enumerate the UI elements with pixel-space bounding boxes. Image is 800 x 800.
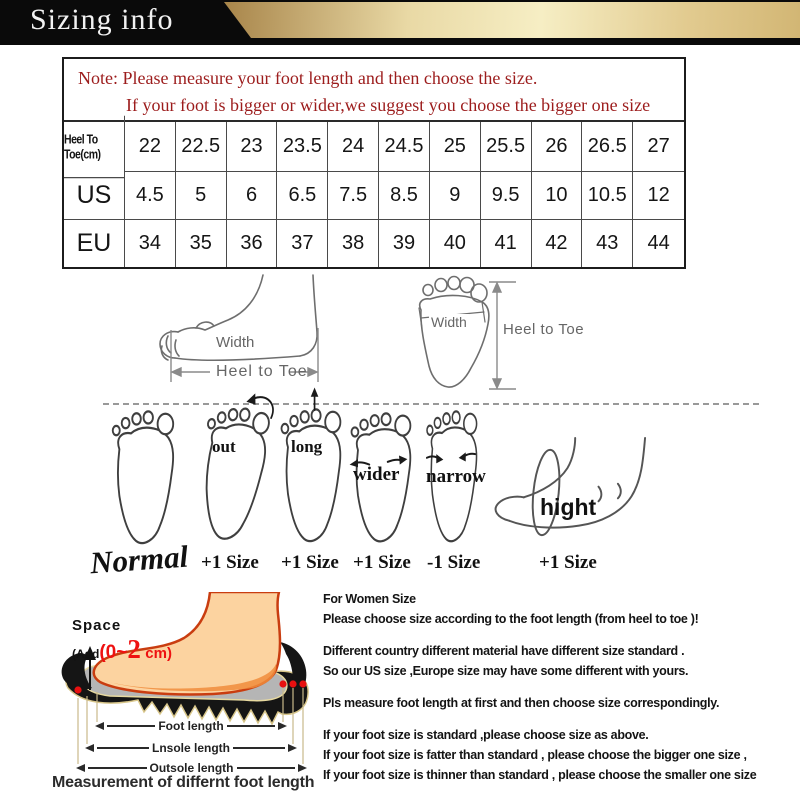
foot-length-measure xyxy=(95,719,287,733)
instep-girth-ellipse xyxy=(529,449,563,537)
notes-group xyxy=(323,589,793,629)
notes-line: If your foot size is fatter than standard , please choose the bigger one size , xyxy=(323,748,747,762)
table-cell: 26 xyxy=(532,122,583,172)
notes-group xyxy=(323,693,793,713)
table-cell: 35 xyxy=(176,220,227,267)
table-cell: 24 xyxy=(328,122,379,172)
footprint-long xyxy=(272,408,348,548)
hight-label: hight xyxy=(540,494,597,520)
foot-length-label: Foot length xyxy=(158,719,224,733)
size-table xyxy=(62,57,686,269)
notes-line: Different country different material have different size standard . xyxy=(323,644,685,658)
table-cell: 41 xyxy=(481,220,532,267)
gold-ribbon xyxy=(224,2,800,38)
notes-line: Please choose size according to the foot length (from heel to toe )! xyxy=(323,612,699,626)
space-unit: cm) xyxy=(145,644,172,662)
row-header-heel-to-toe: Heel To Toe(cm) xyxy=(64,116,125,179)
page-title: Sizing info xyxy=(30,3,174,36)
notes-line: So our US size ,Europe size may have some different with yours. xyxy=(323,664,689,678)
outsole-length-label: Outsole length xyxy=(149,761,234,775)
table-cell: 12 xyxy=(633,172,684,220)
foot-hight-drawing xyxy=(482,436,647,548)
footprint-normal xyxy=(103,410,181,550)
foot-measure-diagram xyxy=(0,268,800,403)
table-cell: 37 xyxy=(277,220,328,267)
table-cell: 8.5 xyxy=(379,172,430,220)
wider-size-label: +1 Size xyxy=(353,552,411,573)
right-arrowhead-icon xyxy=(288,744,297,752)
table-cell: 44 xyxy=(647,232,670,254)
insole-length-label: Lnsole length xyxy=(152,741,230,755)
notes-line: If your foot size is standard ,please choose size as above. xyxy=(323,728,649,742)
table-cell: 10 xyxy=(532,172,583,220)
footprint-out xyxy=(184,402,278,550)
table-cell: 6.5 xyxy=(277,172,328,220)
left-arrowhead-icon xyxy=(76,764,85,772)
table-cell: 27 xyxy=(633,122,684,172)
footprint-drawing xyxy=(419,277,489,388)
wider-label: wider xyxy=(353,464,400,485)
table-cell: 23 xyxy=(227,122,278,172)
space-word: Space xyxy=(72,617,122,634)
table-cell: 9 xyxy=(430,172,481,220)
note-cell xyxy=(64,59,684,122)
left-arrowhead-icon xyxy=(95,722,104,730)
long-label: long xyxy=(291,437,323,456)
right-arrowhead-icon xyxy=(278,722,287,730)
notes-line: If your foot size is thinner than standard , please choose the smaller one size xyxy=(323,768,757,782)
notes-group xyxy=(323,725,793,785)
right-arrowhead-icon xyxy=(298,764,307,772)
table-cell: 9.5 xyxy=(481,172,532,220)
table-cell: 39 xyxy=(379,220,430,267)
out-size-label: +1 Size xyxy=(201,552,259,573)
print-width-label: Width xyxy=(431,314,467,330)
space-add-text: (Add xyxy=(72,646,100,661)
table-cell: 36 xyxy=(227,220,278,267)
title-banner xyxy=(0,0,800,45)
table-cell: 22 xyxy=(125,122,176,172)
space-annotation xyxy=(72,618,172,663)
table-cell: 38 xyxy=(328,220,379,267)
row-header-us: US xyxy=(64,172,125,220)
table-cell: 5 xyxy=(176,172,227,220)
side-heel-to-toe-label: Heel to Toe xyxy=(216,363,308,380)
table-cell: 22.5 xyxy=(176,122,227,172)
table-cell: 10.5 xyxy=(582,172,633,220)
notes-line: Pls measure foot length at first and then choose size correspondingly. xyxy=(323,696,720,710)
out-label: out xyxy=(212,437,236,456)
note-line-2: If your foot is bigger or wider,we suggest you choose the bigger one size xyxy=(126,95,651,115)
table-cell: 42 xyxy=(532,220,583,267)
print-heel-to-toe-label: Heel to Toe xyxy=(503,321,585,338)
narrow-size-label: -1 Size xyxy=(427,552,481,573)
narrow-label: narrow xyxy=(426,466,486,487)
normal-label: Normal xyxy=(88,538,190,581)
table-cell: 24.5 xyxy=(379,122,430,172)
long-size-label: +1 Size xyxy=(281,552,339,573)
diagram-caption: Measurement of differnt foot length xyxy=(52,774,315,791)
table-cell: 7.5 xyxy=(328,172,379,220)
table-cell: 25 xyxy=(430,122,481,172)
left-arrowhead-icon xyxy=(85,744,94,752)
space-range: (0~ xyxy=(99,641,128,663)
table-cell: 26.5 xyxy=(582,122,633,172)
table-cell: 4.5 xyxy=(125,172,176,220)
table-cell: 43 xyxy=(582,220,633,267)
side-width-label: Width xyxy=(216,334,255,351)
outsole-length-measure xyxy=(76,761,307,775)
note-line-1: Note: Please measure your foot length and then choose the size. xyxy=(78,68,538,88)
space-range-big: 2 xyxy=(127,633,141,664)
table-cell: 23.5 xyxy=(277,122,328,172)
table-cell: 6 xyxy=(227,172,278,220)
notes-line: For Women Size xyxy=(323,592,416,606)
insole-length-measure xyxy=(85,741,297,755)
table-cell: 34 xyxy=(125,220,176,267)
row-header-eu: EU xyxy=(64,220,125,267)
notes-group xyxy=(323,641,793,681)
size-notes xyxy=(323,589,793,797)
table-cell: 25.5 xyxy=(481,122,532,172)
table-cell: 40 xyxy=(430,220,481,267)
hight-size-label: +1 Size xyxy=(539,552,597,573)
